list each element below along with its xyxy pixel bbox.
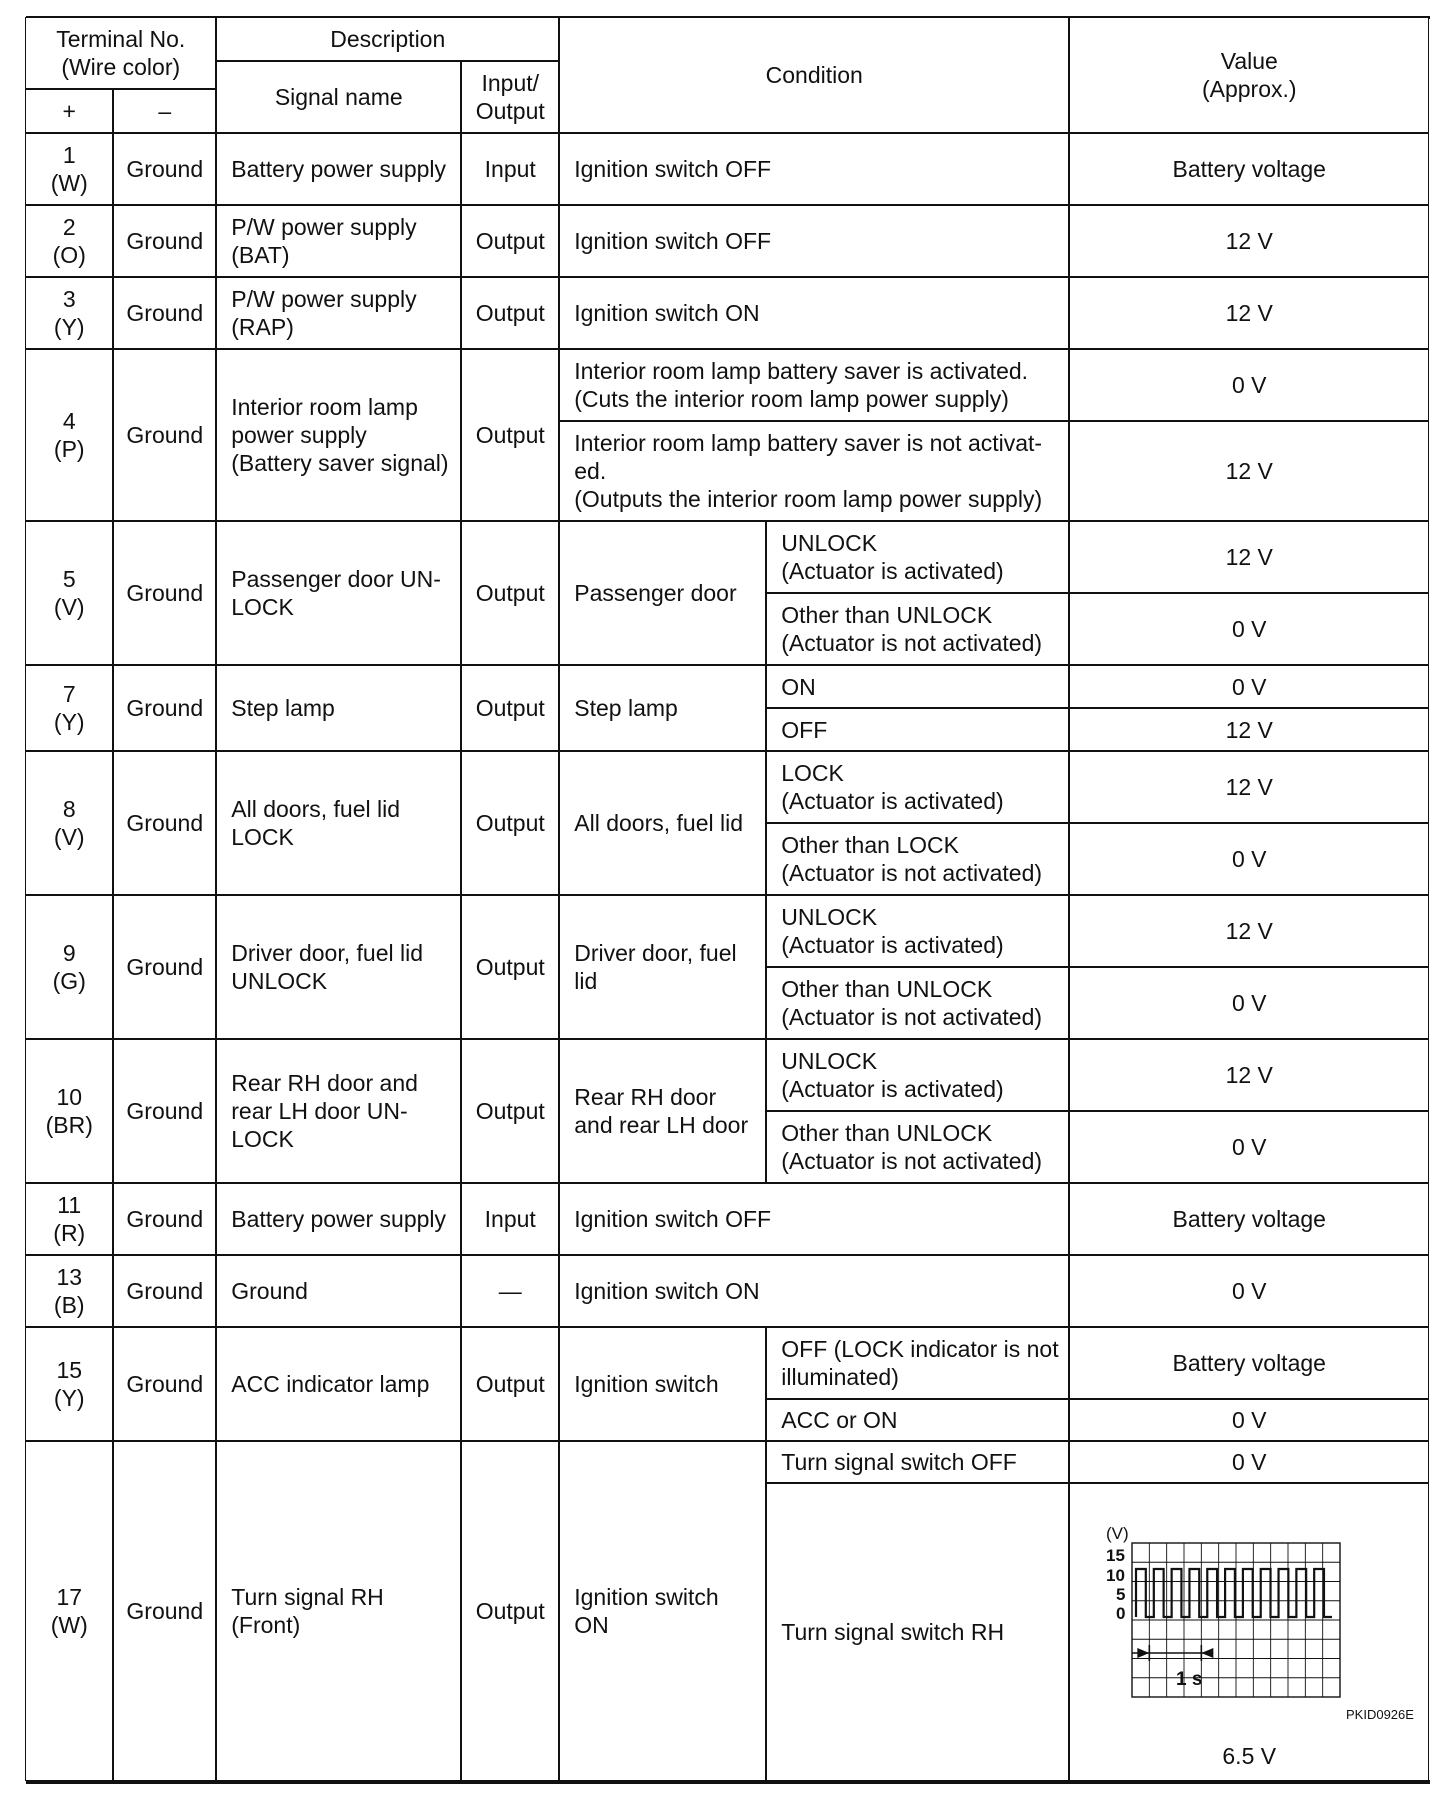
terminal-cell: 15 (Y) (25, 1327, 113, 1441)
waveform-y-tick: 0 (1116, 1604, 1126, 1623)
ground-cell: Ground (113, 1255, 216, 1327)
state-cell: Other than UNLOCK (Actuator is not activated) (766, 967, 1069, 1039)
terminal-cell: 8 (V) (25, 751, 113, 895)
terminal-cell: 5 (V) (25, 521, 113, 665)
ground-cell: Ground (113, 665, 216, 751)
condition-cell: Interior room lamp battery saver is not activat- ed. (Outputs the interior room lamp power supply) (559, 421, 1069, 521)
signal-cell: Battery power supply (216, 133, 461, 205)
value-cell: 12 V (1069, 751, 1429, 823)
waveform-y-unit: (V) (1106, 1524, 1129, 1543)
value-cell: 12 V (1069, 277, 1429, 349)
io-cell: Output (461, 665, 559, 751)
condition-cell: Interior room lamp battery saver is activated. (Cuts the interior room lamp power supply) (559, 349, 1069, 421)
io-cell: Output (461, 521, 559, 665)
condition-cell: All doors, fuel lid (559, 751, 766, 895)
state-cell: OFF (766, 708, 1069, 751)
state-cell: ON (766, 665, 1069, 708)
turn-signal-waveform (1090, 1521, 1436, 1711)
ground-cell: Ground (113, 1327, 216, 1441)
terminal-cell: 2 (O) (25, 205, 113, 277)
condition-cell: Ignition switch OFF (559, 133, 1069, 205)
terminal-cell: 3 (Y) (25, 277, 113, 349)
terminal-cell: 13 (B) (25, 1255, 113, 1327)
terminal-cell: 17 (W) (25, 1441, 113, 1781)
condition-cell: Step lamp (559, 665, 766, 751)
state-cell: UNLOCK (Actuator is activated) (766, 1039, 1069, 1111)
value-cell: 0 V (1069, 1111, 1429, 1183)
condition-cell: Driver door, fuel lid (559, 895, 766, 1039)
condition-cell: Ignition switch ON (559, 277, 1069, 349)
ground-cell: Ground (113, 521, 216, 665)
condition-cell: Ignition switch (559, 1327, 766, 1441)
signal-cell: Interior room lamp power supply (Battery saver signal) (216, 349, 461, 521)
ground-cell: Ground (113, 1441, 216, 1781)
io-cell: Output (461, 349, 559, 521)
scale-marker-arrow (1201, 1648, 1213, 1658)
condition-cell: Passenger door (559, 521, 766, 665)
state-cell: UNLOCK (Actuator is activated) (766, 521, 1069, 593)
state-cell: Other than LOCK (Actuator is not activated) (766, 823, 1069, 895)
signal-cell: Driver door, fuel lid UNLOCK (216, 895, 461, 1039)
signal-cell: P/W power supply (RAP) (216, 277, 461, 349)
io-cell: Output (461, 1039, 559, 1183)
header-minus: – (113, 89, 216, 133)
value-cell: 0 V (1069, 1399, 1429, 1441)
io-cell: Input (461, 1183, 559, 1255)
state-cell: UNLOCK (Actuator is activated) (766, 895, 1069, 967)
state-cell: Other than UNLOCK (Actuator is not activated) (766, 1111, 1069, 1183)
terminal-cell: 10 (BR) (25, 1039, 113, 1183)
ground-cell: Ground (113, 1183, 216, 1255)
terminal-table (26, 18, 1430, 1782)
waveform-grid (1132, 1543, 1340, 1697)
state-cell: Turn signal switch OFF (766, 1441, 1069, 1483)
waveform-y-tick: 15 (1106, 1546, 1125, 1565)
signal-cell: Rear RH door and rear LH door UN- LOCK (216, 1039, 461, 1183)
value-cell: 0 V (1069, 593, 1429, 665)
signal-cell: All doors, fuel lid LOCK (216, 751, 461, 895)
condition-cell: Rear RH door and rear LH door (559, 1039, 766, 1183)
state-cell: Turn signal switch RH (766, 1483, 1069, 1781)
value-cell: 0 V (1069, 1255, 1429, 1327)
condition-cell: Ignition switch OFF (559, 205, 1069, 277)
value-cell: 12 V (1069, 895, 1429, 967)
ground-cell: Ground (113, 349, 216, 521)
waveform-trace (1132, 1569, 1332, 1661)
scale-marker-arrow (1137, 1648, 1149, 1658)
ground-cell: Ground (113, 277, 216, 349)
value-cell: 0 V (1069, 349, 1429, 421)
signal-cell: ACC indicator lamp (216, 1327, 461, 1441)
header-description: Description (216, 17, 559, 61)
signal-cell: Turn signal RH (Front) (216, 1441, 461, 1781)
value-cell: 0 V (1069, 1441, 1429, 1483)
waveform-pulse-line (1136, 1569, 1332, 1617)
state-cell: OFF (LOCK indicator is not illuminated) (766, 1327, 1069, 1399)
io-cell: — (461, 1255, 559, 1327)
ground-cell: Ground (113, 751, 216, 895)
condition-cell: Ignition switch ON (559, 1255, 1069, 1327)
value-cell: Battery voltage (1069, 1327, 1429, 1399)
terminal-cell: 4 (P) (25, 349, 113, 521)
waveform-y-tick: 5 (1116, 1585, 1126, 1604)
value-cell: Battery voltage (1069, 133, 1429, 205)
state-cell: Other than UNLOCK (Actuator is not activated) (766, 593, 1069, 665)
io-cell: Output (461, 205, 559, 277)
signal-cell: P/W power supply (BAT) (216, 205, 461, 277)
value-cell: 0 V (1069, 823, 1429, 895)
ground-cell: Ground (113, 895, 216, 1039)
ground-cell: Ground (113, 1039, 216, 1183)
value-cell: 12 V (1069, 1039, 1429, 1111)
io-cell: Output (461, 277, 559, 349)
io-cell: Input (461, 133, 559, 205)
header-condition: Condition (559, 17, 1069, 133)
header-terminal-no: Terminal No. (Wire color) (25, 17, 216, 89)
signal-cell: Ground (216, 1255, 461, 1327)
terminal-cell: 7 (Y) (25, 665, 113, 751)
header-signal-name: Signal name (216, 61, 461, 133)
condition-cell: Ignition switch ON (559, 1441, 766, 1781)
header-plus: + (25, 89, 113, 133)
terminal-cell: 9 (G) (25, 895, 113, 1039)
signal-cell: Step lamp (216, 665, 461, 751)
waveform-y-tick: 10 (1106, 1566, 1125, 1585)
figure-code: PKID0926E (1346, 1707, 1414, 1722)
value-cell: 12 V (1069, 708, 1429, 751)
ground-cell: Ground (113, 133, 216, 205)
waveform-time-marker: 1 s (1176, 1669, 1203, 1690)
state-cell: ACC or ON (766, 1399, 1069, 1441)
state-cell: LOCK (Actuator is activated) (766, 751, 1069, 823)
value-cell: 12 V (1069, 521, 1429, 593)
value-cell: 12 V (1069, 421, 1429, 521)
ground-cell: Ground (113, 205, 216, 277)
io-cell: Output (461, 751, 559, 895)
header-value: Value (Approx.) (1069, 17, 1429, 133)
value-cell: Battery voltage (1069, 1183, 1429, 1255)
header-input-output: Input/ Output (461, 61, 559, 133)
signal-cell: Battery power supply (216, 1183, 461, 1255)
signal-cell: Passenger door UN- LOCK (216, 521, 461, 665)
io-cell: Output (461, 1327, 559, 1441)
value-cell: 12 V (1069, 205, 1429, 277)
value-cell: 0 V (1069, 665, 1429, 708)
terminal-cell: 1 (W) (25, 133, 113, 205)
waveform-value-label: 6.5 V (1222, 1743, 1277, 1770)
value-cell: 0 V (1069, 967, 1429, 1039)
condition-cell: Ignition switch OFF (559, 1183, 1069, 1255)
io-cell: Output (461, 1441, 559, 1781)
terminal-cell: 11 (R) (25, 1183, 113, 1255)
io-cell: Output (461, 895, 559, 1039)
